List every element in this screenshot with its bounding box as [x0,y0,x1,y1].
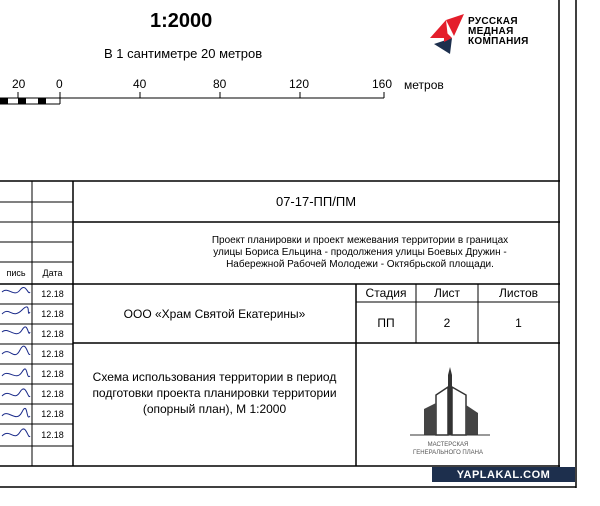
scale-tick-label: 120 [289,77,310,91]
scale-tick-label: 80 [213,77,227,91]
scale-tick-label: 0 [56,77,63,91]
project-description: Проект планировки и проект межевания территории в границах улицы Бориса Ельцина - продолжения улицы Боевых Дружин - Набережной Рабочей Молодежи - Октябрьской площади. [211,235,509,270]
document-number: 07-17-ПП/ПМ [275,194,357,209]
date-cell: 12.18 [41,329,64,339]
date-cell: 12.18 [41,369,64,379]
stage-value: ПП [377,315,395,330]
studio-name: МАСТЕРСКАЯ ГЕНЕРАЛЬНОГО ПЛАНА [412,442,484,456]
scale-tick-label: 40 [133,77,147,91]
sheet-value: 2 [443,315,451,330]
logo-line: КОМПАНИЯ [468,36,529,47]
date-cell: 12.18 [41,349,64,359]
scale-subtitle: В 1 сантиметре 20 метров [104,46,263,61]
handwritten-signatures [0,284,32,446]
watermark-badge: YAPLAKAL.COM [432,467,575,482]
date-cell: 12.18 [41,389,64,399]
sheet-title: Схема использования территории в период подготовки проекта планировки территории (опорный план), М 1:2000 [92,370,337,416]
logo-line: РУССКАЯ [468,16,518,27]
date-header: Дата [42,268,63,278]
sheet-header: Лист [433,286,461,300]
organization-name: ООО «Храм Святой Екатерины» [123,306,306,321]
date-cell: 12.18 [41,309,64,319]
date-cell: 12.18 [41,289,64,299]
scale-units: метров [404,78,444,92]
sheets-header: Листов [499,286,538,300]
scale-tick-label: 160 [372,77,393,91]
signature-header: пись [6,268,26,278]
studio-logo-icon [410,365,490,440]
scale-tick-label: 20 [12,77,26,91]
scale-title: 1:2000 [150,10,213,32]
stage-header: Стадия [365,286,407,300]
date-cell: 12.18 [41,409,64,419]
date-cell: 12.18 [41,430,64,440]
sheets-value: 1 [515,315,522,330]
logo-line: МЕДНАЯ [468,26,514,37]
